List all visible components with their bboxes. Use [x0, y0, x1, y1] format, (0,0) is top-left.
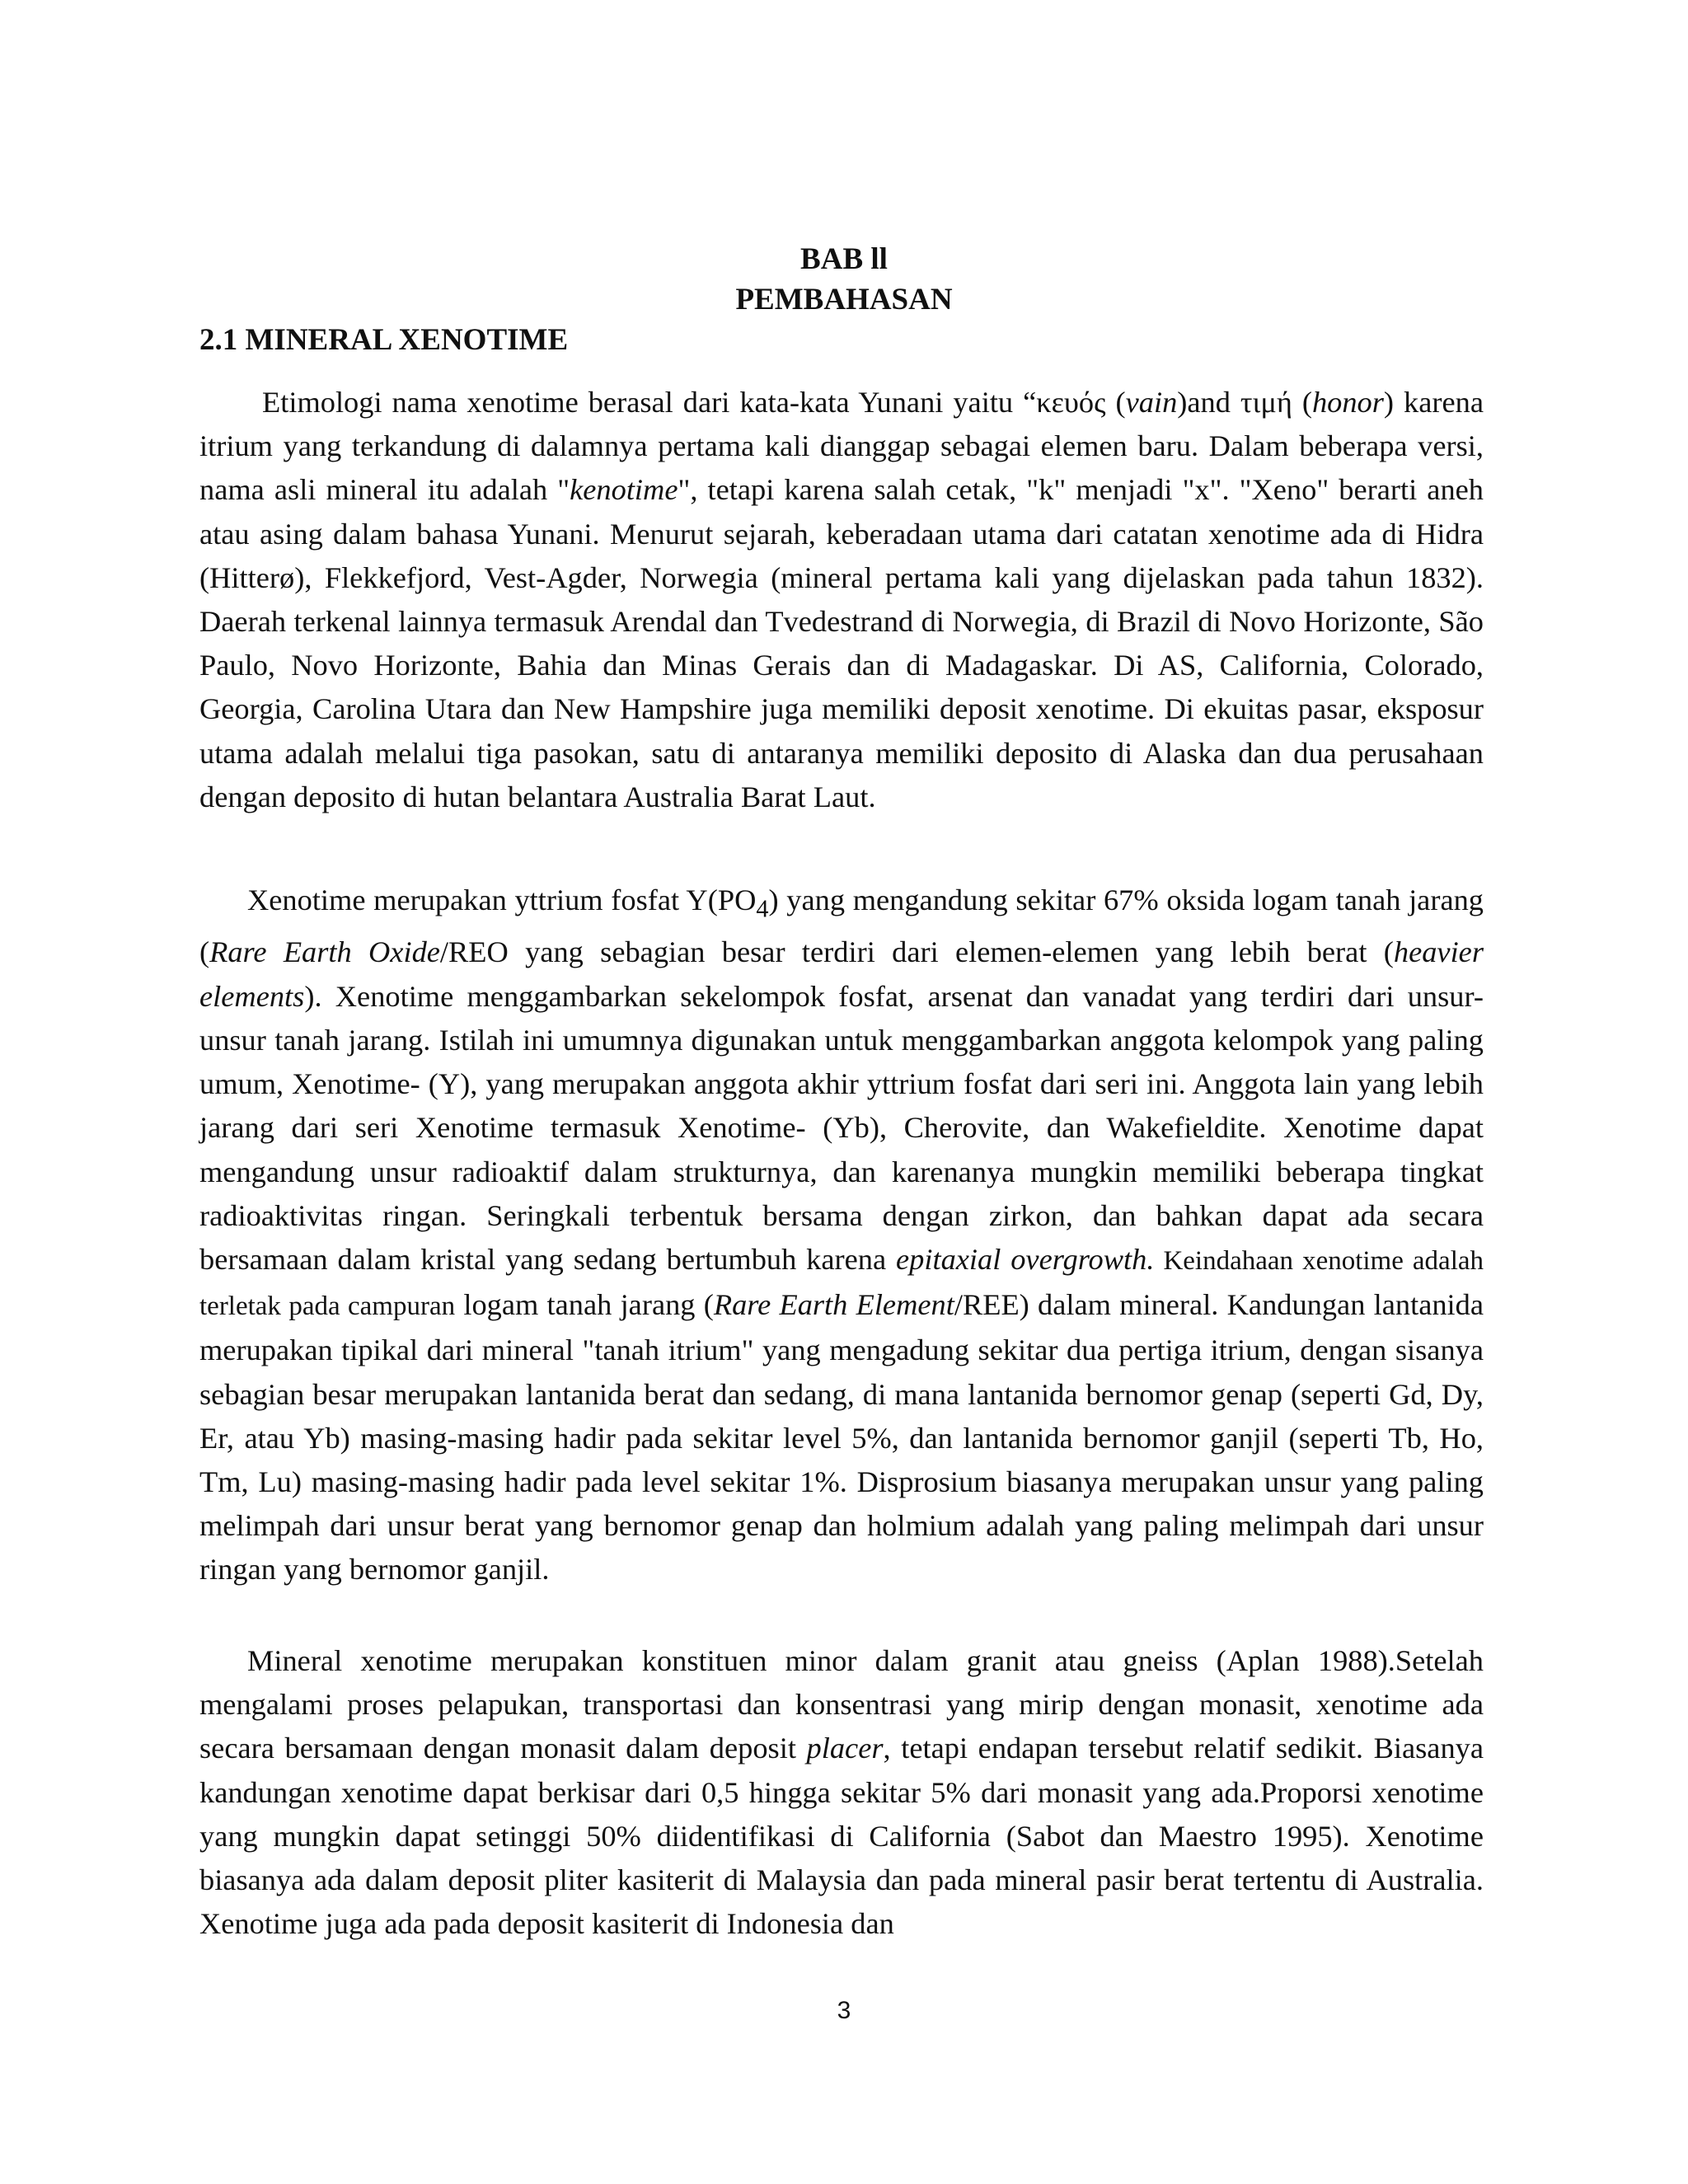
text-run: Mineral xenotime merupakan konstituen minor dalam granit atau gneiss (Aplan 1988).Setelah mengalami proses pelapukan, transportasi dan konsentrasi yang mirip dengan monasit, xenotime ada secara bersamaan dengan monasit dalam deposit: [199, 1644, 1484, 1765]
text-run: Xenotime merupakan yttrium fosfat Y(PO: [247, 883, 757, 916]
chapter-number: BAB ll: [800, 242, 888, 276]
italic-term: epitaxial overgrowth.: [896, 1242, 1155, 1276]
text-run: /REO yang sebagian besar terdiri dari elemen-elemen yang lebih berat (: [439, 935, 1394, 969]
text-run: logam tanah jarang (: [455, 1288, 714, 1322]
page-number: 3: [837, 1997, 851, 2024]
italic-term: kenotime: [570, 473, 678, 507]
italic-term: heavier elements: [199, 935, 1484, 1013]
text-run: ", tetapi karena salah cetak, "k" menjadi "x". "Xeno" berarti aneh atau asing dalam bahasa Yunani. Menurut sejarah, keberadaan utama dari catatan xenotime ada di Hidra (Hitterø), Flekkefjord, Vest-Agder, Norwegia (mineral pertama kali yang dijelaskan pada tahun 1832). Daerah terkenal lainnya termasuk Arendal dan Tvedestrand di Norwegia, di Brazil di Novo Horizonte, São Paulo, Novo Horizonte, Bahia dan Minas Gerais dan di Madagaskar. Di AS, California, Colorado, Georgia, Carolina Utara dan New Hampshire juga memiliki deposit xenotime. Di ekuitas pasar, eksposur utama adalah melalui tiga pasokan, satu di antaranya memiliki deposito di Alaska dan dua perusahaan dengan deposito di hutan belantara Australia Barat Laut.: [199, 473, 1484, 813]
text-run: ) karena itrium yang terkandung di dalamnya pertama kali dianggap sebagai elemen baru. Dalam beberapa versi, nama asli mineral itu adalah ": [199, 386, 1484, 507]
italic-term: vain: [1125, 386, 1178, 419]
italic-term: honor: [1311, 386, 1384, 419]
text-run: Etimologi nama xenotime berasal dari kata-kata Yunani yaitu “κευός (: [262, 386, 1126, 419]
text-run: /REE) dalam mineral. Kandungan lantanida merupakan tipikal dari mineral "tanah itrium" yang mengadung sekitar dua pertiga itrium, dengan sisanya sebagian besar merupakan lantanida berat dan sedang, di mana lantanida bernomor genap (seperti Gd, Dy, Er, atau Yb) masing-masing hadir pada sekitar level 5%, dan lantanida bernomor ganjil (seperti Tb, Ho, Tm, Lu) masing-masing hadir pada level sekitar 1%. Disprosium biasanya merupakan unsur yang paling melimpah dari unsur berat yang bernomor genap dan holmium adalah yang paling melimpah dari unsur ringan yang bernomor ganjil.: [199, 1288, 1484, 1586]
paragraph-etymology: [199, 381, 1484, 819]
italic-term: Rare Earth Oxide: [209, 935, 440, 969]
text-run: , tetapi endapan tersebut relatif sedikit. Biasanya kandungan xenotime dapat berkisar dari 0,5 hingga sekitar 5% dari monasit yang ada.Proporsi xenotime yang mungkin dapat setinggi 50% diidentifikasi di California (Sabot dan Maestro 1995). Xenotime biasanya ada dalam deposit pliter kasiterit di Malaysia dan pada mineral pasir berat tertentu di Australia. Xenotime juga ada pada deposit kasiterit di Indonesia dan: [199, 1732, 1484, 1941]
italic-term: Rare Earth Element: [713, 1288, 954, 1322]
paragraph-occurrence: [199, 1639, 1484, 1946]
subscript: 4: [756, 894, 769, 923]
paragraph-composition: [199, 879, 1484, 1592]
text-run: ). Xenotime menggambarkan sekelompok fosfat, arsenat dan vanadat yang terdiri dari unsur-unsur tanah jarang. Istilah ini umumnya digunakan untuk menggambarkan anggota kelompok yang paling umum, Xenotime- (Y), yang merupakan anggota akhir yttrium fosfat dari seri ini. Anggota lain yang lebih jarang dari seri Xenotime termasuk Xenotime- (Yb), Cherovite, dan Wakefieldite. Xenotime dapat mengandung unsur radioaktif dalam strukturnya, dan karenanya mungkin memiliki beberapa tingkat radioaktivitas ringan. Seringkali terbentuk bersama dengan zirkon, dan bahkan dapat ada secara bersamaan dalam kristal yang sedang bertumbuh karena: [199, 979, 1484, 1276]
text-run-small: Keindahaan xenotime adalah terletak pada campuran: [199, 1245, 1484, 1322]
chapter-title: PEMBAHASAN: [735, 283, 953, 316]
italic-term: placer: [806, 1732, 884, 1765]
section-heading: 2.1 MINERAL XENOTIME: [199, 323, 569, 357]
text-run: ) yang mengandung sekitar 67% oksida logam tanah jarang (: [199, 883, 1484, 969]
text-run: )and τιμή (: [1177, 386, 1312, 419]
